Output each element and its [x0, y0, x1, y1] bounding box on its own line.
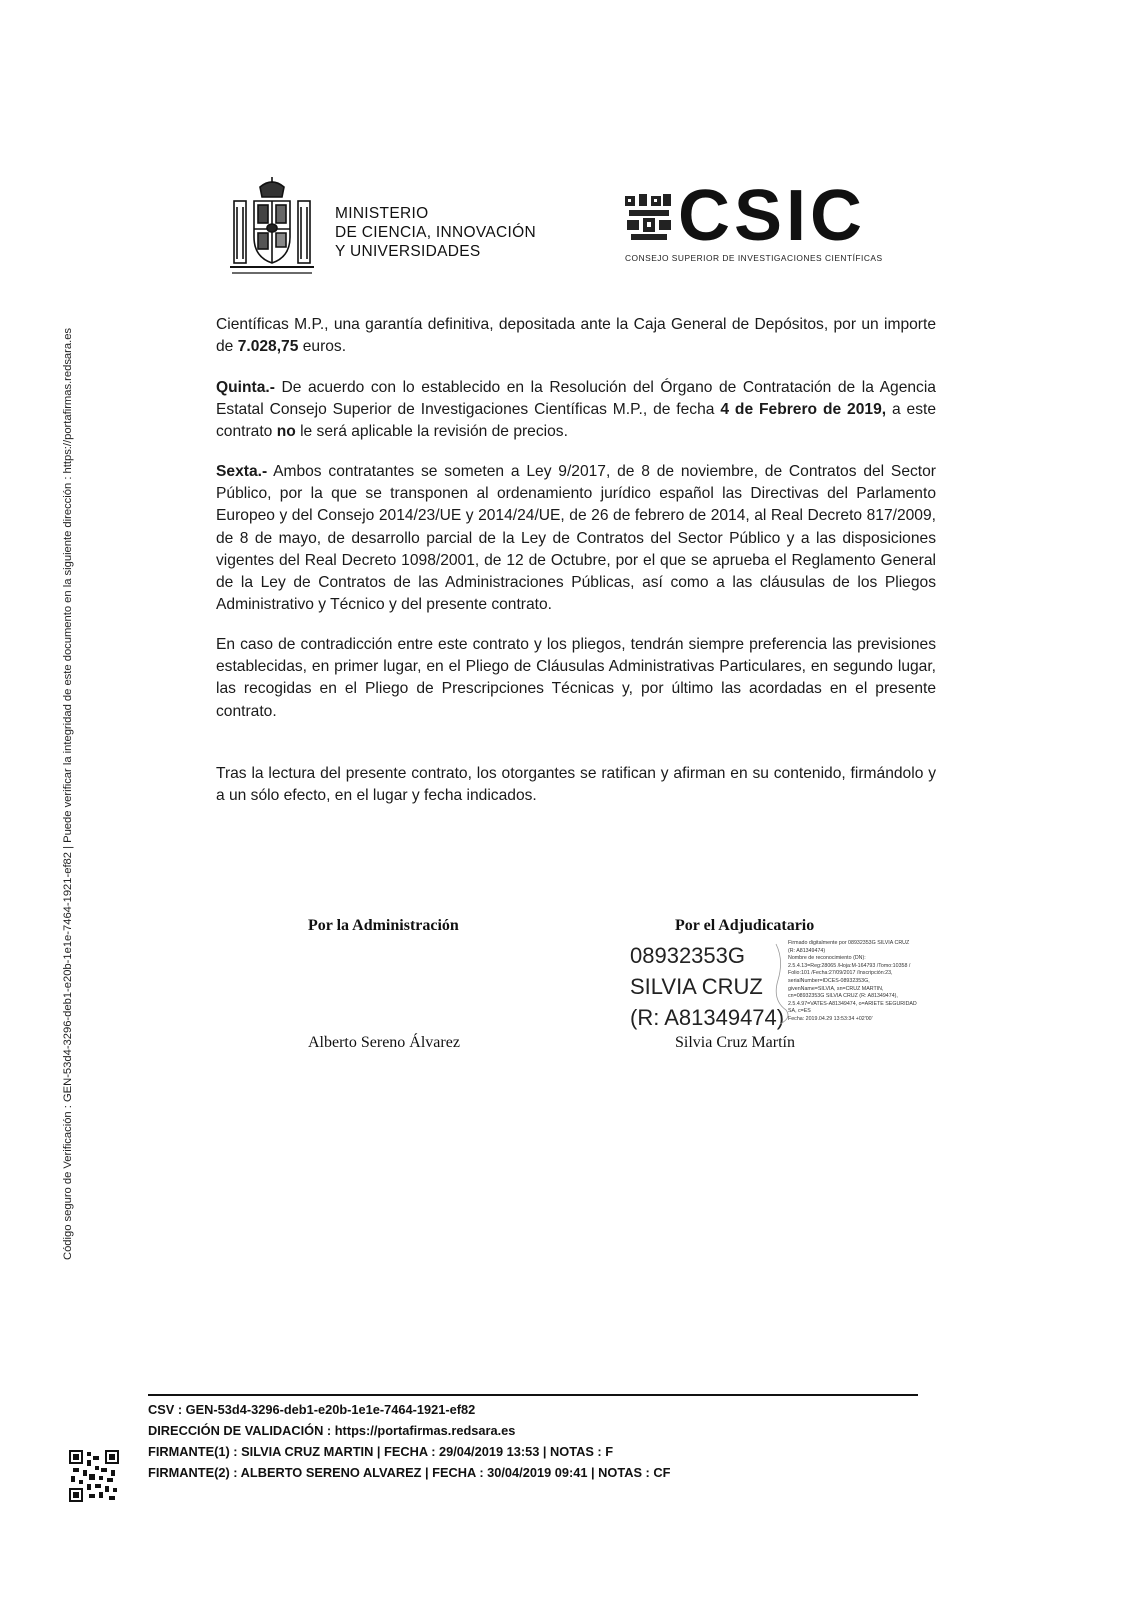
signature-detail-line: Firmado digitalmente por 08932353G SILVIA CRUZ [788, 940, 910, 946]
signature-heading-contractor: Por el Adjudicatario [675, 917, 815, 934]
ministry-line-2: DE CIENCIA, INNOVACIÓN [335, 224, 536, 241]
footer-divider [148, 1394, 918, 1396]
clause-quinta-text-3: le será aplicable la revisión de precios. [295, 423, 568, 441]
signatory-name-contractor: Silvia Cruz Martín [675, 1034, 795, 1051]
footer-signer-2: FIRMANTE(2) : ALBERTO SERENO ALVAREZ | FECHA : 30/04/2019 09:41 | NOTAS : CF [148, 1465, 671, 1480]
clause-quinta-date: 4 de Febrero de 2019, [720, 401, 887, 419]
digital-signature-line-3: (R: A81349474) [630, 1005, 785, 1030]
ministry-header [222, 177, 562, 287]
signature-detail-line: (R: A81349474) [788, 947, 826, 954]
ministry-line-3: Y UNIVERSIDADES [335, 243, 481, 260]
clause-quinta [216, 377, 936, 444]
paragraph-ratification: Tras la lectura del presente contrato, los otorgantes se ratifican y afirman en su contenido, firmándolo y a un sólo efecto, en el lugar y fecha indicados. [216, 765, 936, 805]
signature-detail-line: cn=08932353G SILVIA CRUZ (R: A81349474), [788, 993, 898, 1000]
coat-of-arms-icon [222, 177, 322, 277]
clause-quinta-negation: no [276, 423, 296, 441]
csic-logo [623, 176, 893, 272]
ministry-name [335, 204, 536, 261]
csic-wordmark: CSIC [678, 176, 867, 256]
signature-detail-line: givenName=SILVIA, sn=CRUZ MARTIN, [788, 985, 884, 992]
clause-sexta-label: Sexta.- [216, 463, 268, 480]
clause-quinta-text: De acuerdo con lo establecido en la Resolución del Órgano de Contratación de la Agencia Estatal Consejo Superior de Investigaciones Científicas M.P., de fecha [216, 379, 936, 419]
clause-quinta-text-2: a este contrato [216, 401, 937, 441]
signature-heading-administration: Por la Administración [308, 917, 459, 934]
ministry-line-1: MINISTERIO [335, 205, 429, 222]
digital-signature-id [630, 940, 784, 1033]
paragraph-guarantee-end: euros. [298, 338, 347, 356]
digital-signature-line-1: 08932353G [630, 943, 745, 968]
clause-sexta [216, 461, 936, 616]
digital-signature-details [788, 940, 938, 1024]
signatory-name-administration: Alberto Sereno Álvarez [308, 1034, 460, 1051]
footer-signer-1: FIRMANTE(1) : SILVIA CRUZ MARTIN | FECHA : 29/04/2019 13:53 | NOTAS : F [148, 1444, 614, 1459]
signature-detail-line: serialNumber=IDCES-08932353G, [788, 977, 870, 984]
verification-footer [148, 1399, 670, 1483]
signature-detail-line: Nombre de reconocimiento (DN): [788, 955, 866, 962]
signature-detail-line: 2.5.4.13=Reg:28065 /Hoja:M-164793 /Tomo:10358 / [788, 962, 911, 969]
digital-signature-stamp [630, 940, 950, 1030]
csic-subtitle: CONSEJO SUPERIOR DE INVESTIGACIONES CIENTÍFICAS [625, 253, 883, 263]
paragraph-guarantee-text: Científicas M.P., una garantía definitiva, depositada ante la Caja General de Depósitos, por un importe de [216, 316, 936, 356]
signature-detail-line: SA, c=ES [788, 1008, 811, 1015]
paragraph-guarantee [216, 314, 936, 358]
clause-sexta-text: Ambos contratantes se someten a Ley 9/2017, de 8 de noviembre, de Contratos del Sector Público, por la que se transponen al ordenamiento jurídico español las Directivas del Parlamento Europeo y del Consejo 2014/23/UE y 2014/24/UE, de 26 de febrero de 2014, al Real Decreto 817/2009, de 8 de mayo, de desarrollo parcial de la Ley de Contratos del Sector Público y a las disposiciones vigentes del Real Decreto 1098/2001, de 12 de Octubre, por el que se aprueba el Reglamento General de la Ley de Contratos de las Administraciones Públicas, así como a las cláusulas de los Pliegos Administrativo y Técnico y del presente contrato. [216, 463, 936, 614]
digital-signature-line-2: SILVIA CRUZ [630, 974, 763, 999]
side-verification-note: Código seguro de Verificación : GEN-53d4-3296-deb1-e20b-1e1e-7464-1921-ef82 | Puede verificar la integridad de este documento en la siguiente dirección : https://portafirmas.redsara.es [62, 327, 74, 1260]
guarantee-amount: 7.028,75 [237, 338, 299, 356]
footer-validation-url: DIRECCIÓN DE VALIDACIÓN : https://portafirmas.redsara.es [148, 1423, 516, 1438]
signature-detail-line: Folio:101 /Fecha:27/09/2017 /Inscripción:23, [788, 970, 893, 977]
signature-detail-line: Fecha: 2019.04.29 13:53:34 +02'00' [788, 1015, 873, 1022]
csic-emblem-icon [623, 192, 675, 244]
signature-detail-line: 2.5.4.97=VATES-A81349474, o=ARIETE SEGURIDAD [788, 1000, 917, 1007]
qr-code-icon [69, 1450, 119, 1502]
footer-csv: CSV : GEN-53d4-3296-deb1-e20b-1e1e-7464-1921-ef82 [148, 1402, 476, 1417]
paragraph-precedence: En caso de contradicción entre este contrato y los pliegos, tendrán siempre preferencia las previsiones establecidas, en primer lugar, en el Pliego de Cláusulas Administrativas Particulares, en segundo lugar, las recogidas en el Pliego de Prescripciones Técnicas y, por último las acordadas en el presente contrato. [216, 636, 936, 720]
clause-quinta-label: Quinta.- [216, 379, 275, 396]
